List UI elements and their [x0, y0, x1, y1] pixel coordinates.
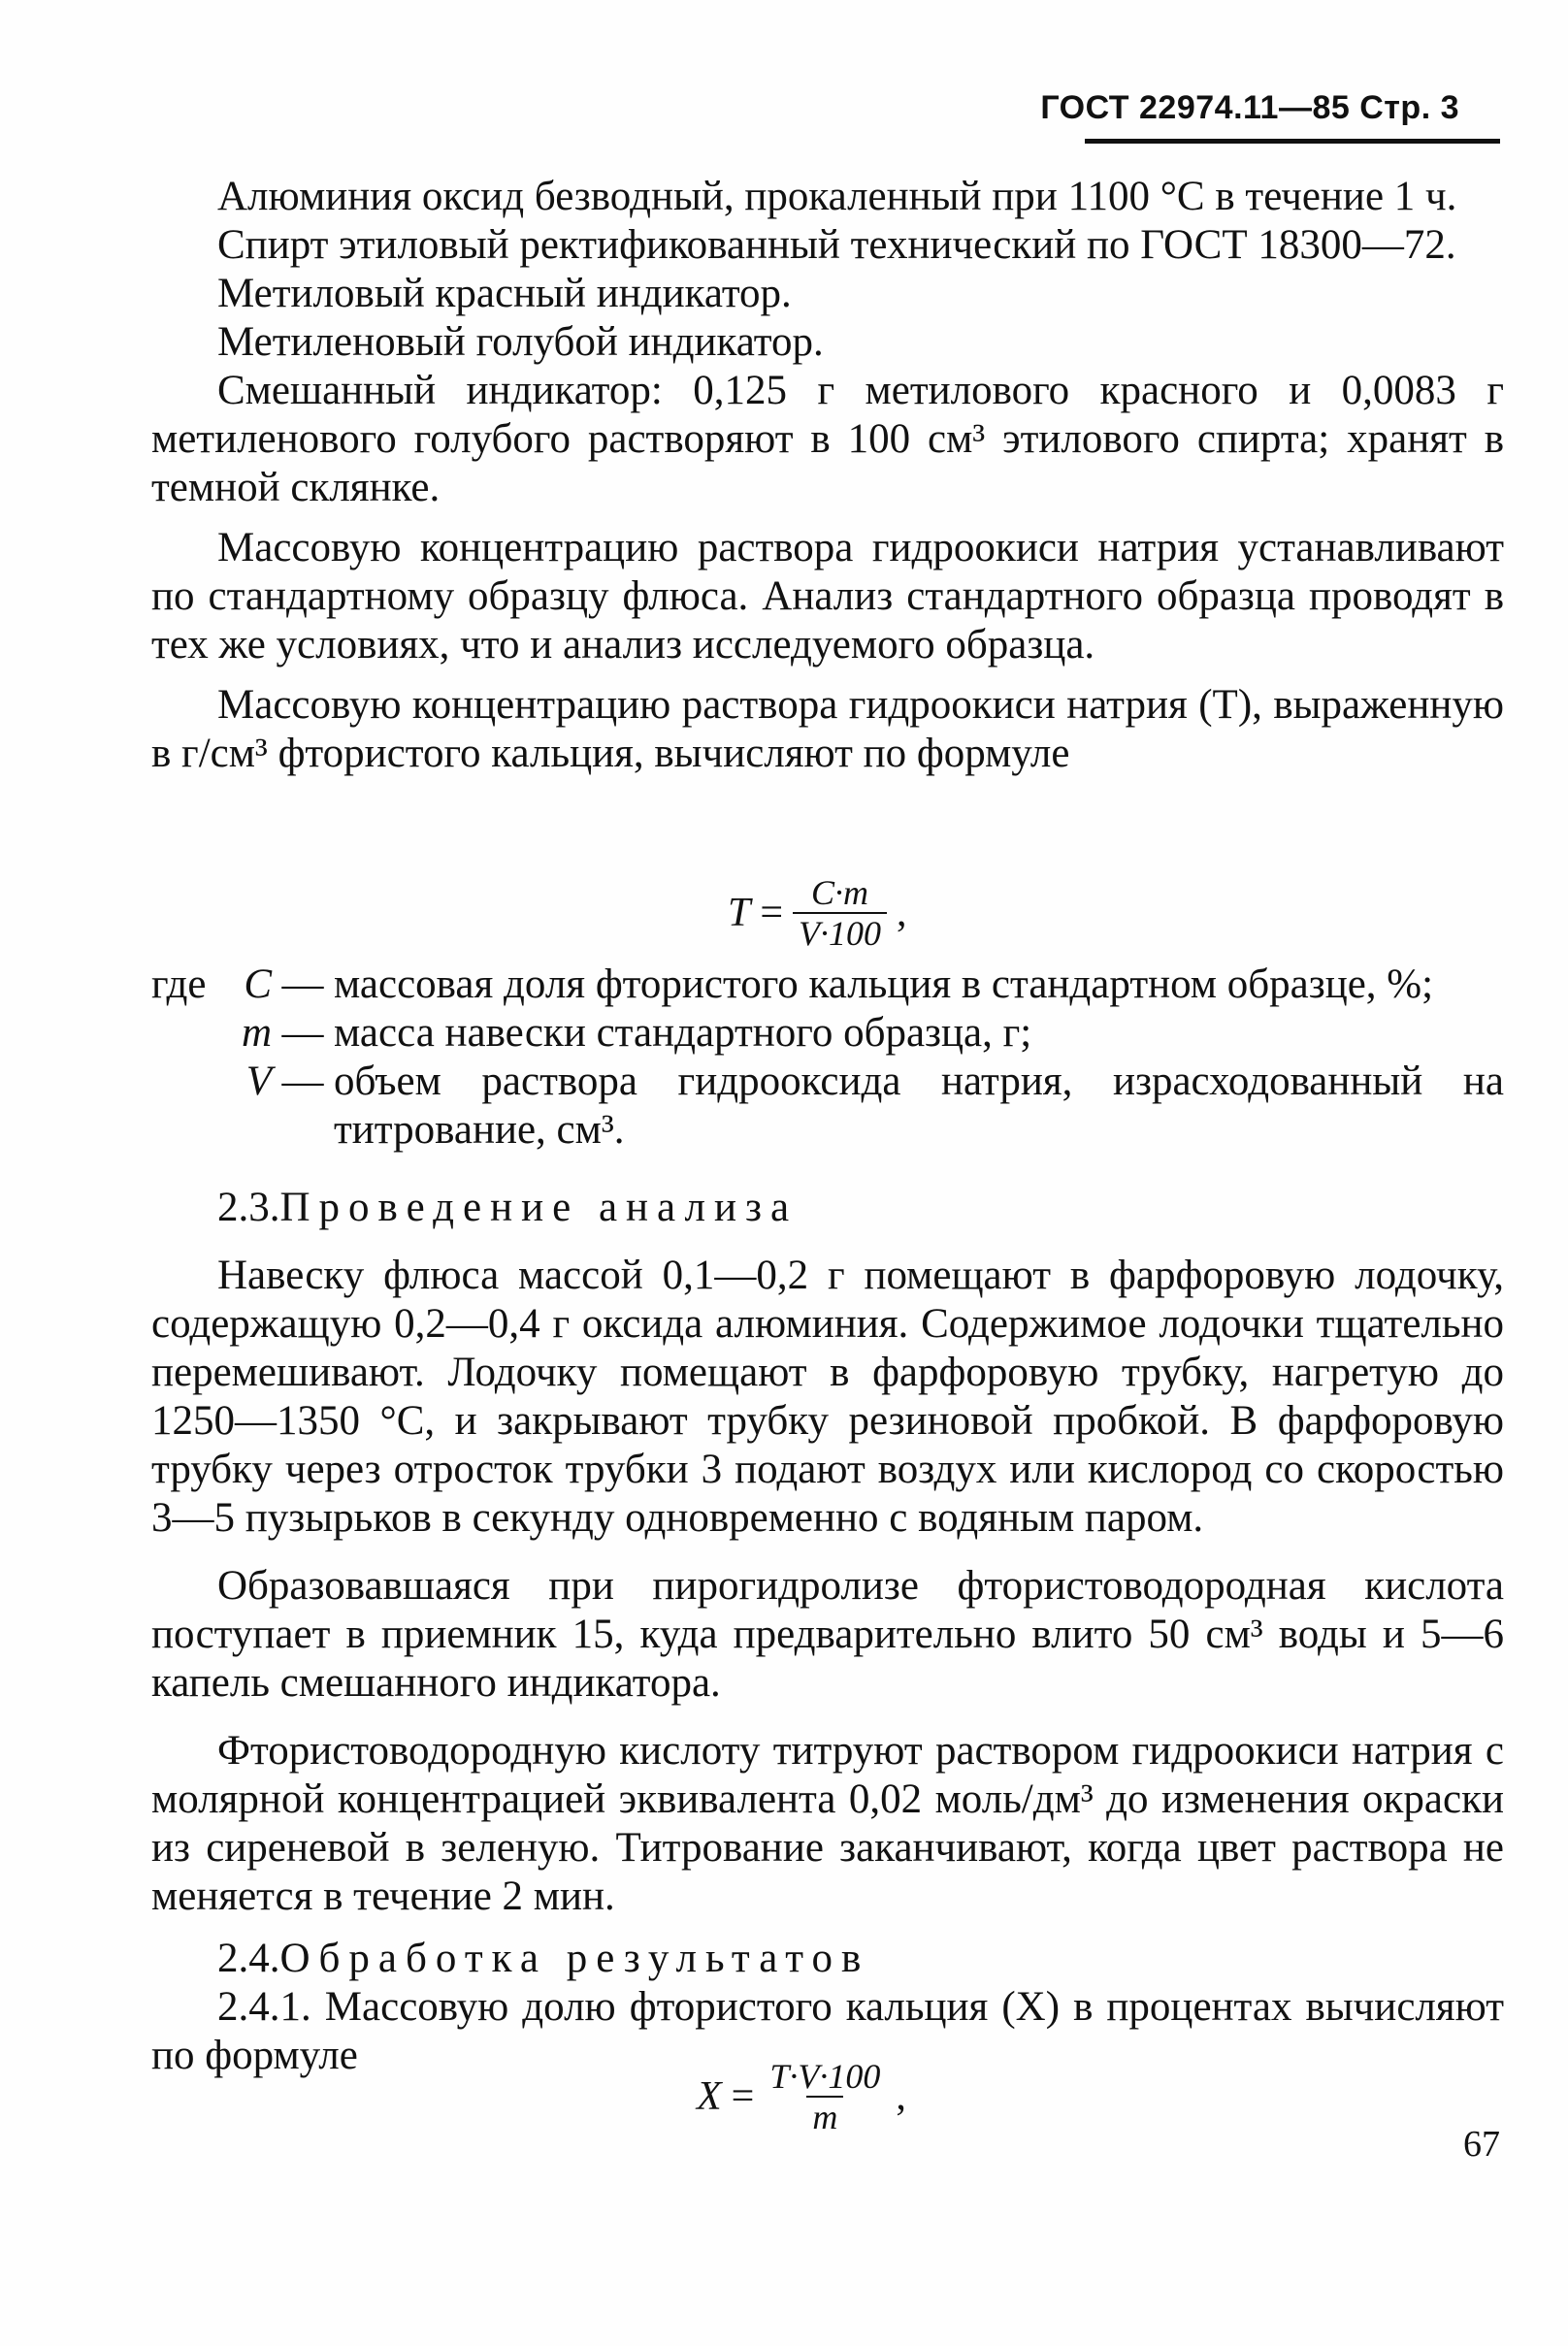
numerator: C·m: [811, 873, 869, 912]
formula-equals: =: [760, 891, 784, 935]
paragraph: Массовую концентрацию раствора гидроокиси натрия устанавливают по стандартному образцу флюса. Анализ стандартного образца проводят в тех же условиях, что и анализ исследуемого образца.: [151, 525, 1504, 668]
legend-symbol: C: [244, 961, 272, 1007]
section-title: Проведение анализа: [279, 1185, 799, 1230]
section-number: 2.3.: [217, 1185, 280, 1230]
legend-text: массовая доля фтористого кальция в стандартном образце, %;: [334, 961, 1434, 1007]
formula-lhs: X: [697, 2074, 722, 2119]
paragraph: Навеску флюса массой 0,1—0,2 г помещают в фарфоровую лодочку, содержащую 0,2—0,4 г оксида алюминия. Содержимое лодочки тщательно перемешивают. Лодочку помещают в фарфоровую трубку, нагретую до 1250—1350 °С, и закрывают трубку резиновой пробкой. В фарфоровую трубку через отросток трубки 3 подают воздух или кислород со скоростью 3—5 пузырьков в секунду одновременно с водяным паром.: [151, 1253, 1504, 1541]
header-rule: [1085, 139, 1500, 144]
paragraph: Массовую концентрацию раствора гидроокиси натрия (T), выраженную в г/см³ фтористого кальция, вычисляют по формуле: [151, 682, 1504, 776]
page-number: 67: [1463, 2124, 1500, 2165]
paragraph: Метиловый красный индикатор.: [217, 271, 792, 316]
paragraph: Образовавшаяся при пирогидролизе фтористоводородная кислота поступает в приемник 15, куда предварительно влито 50 см³ воды и 5—6 капель смешанного индикатора.: [151, 1563, 1504, 1706]
legend-symbol: m: [241, 1010, 272, 1056]
formula-T: [728, 873, 907, 953]
formula-legend: [151, 961, 1504, 1155]
section-2-3: [151, 1184, 1504, 2080]
formula-equals: =: [731, 2074, 755, 2119]
paragraph: Спирт этиловый ректификованный технический по ГОСТ 18300—72.: [217, 222, 1456, 268]
legend-dash: —: [281, 1010, 324, 1056]
formula-X: [697, 2057, 906, 2136]
fraction: [793, 873, 887, 953]
legend-symbol: V: [245, 1059, 272, 1104]
legend-dash: —: [281, 961, 324, 1007]
document-header: ГОСТ 22974.11—85 Стр. 3: [1040, 89, 1459, 126]
paragraph: Смешанный индикатор: 0,125 г метилового красного и 0,0083 г метиленового голубого растворяют в 100 см³ этилового спирта; хранят в темной склянке.: [151, 368, 1504, 510]
numerator: T·V·100: [769, 2057, 881, 2096]
paragraph: Метиленовый голубой индикатор.: [217, 319, 824, 365]
legend-lead: где: [151, 961, 207, 1007]
fraction: [764, 2057, 886, 2136]
section-title: Обработка результатов: [279, 1936, 870, 1981]
denominator: V·100: [793, 912, 887, 953]
legend-dash: —: [281, 1059, 324, 1104]
legend-item: [151, 961, 1504, 1009]
paragraph: 2.4.1. Массовую долю фтористого кальция (X) в процентах вычисляют по формуле: [151, 1984, 1504, 2078]
denominator: m: [806, 2096, 843, 2136]
legend-item: [151, 1009, 1504, 1058]
section-number: 2.4.: [217, 1936, 280, 1981]
reagents-block: [151, 173, 1504, 778]
paragraph: Фтористоводородную кислоту титруют раствором гидроокиси натрия с молярной концентрацией эквивалента 0,02 моль/дм³ до изменения окраски из сиреневой в зеленую. Титрование заканчивают, когда цвет раствора не меняется в течение 2 мин.: [151, 1728, 1504, 1919]
paragraph: Алюминия оксид безводный, прокаленный при 1100 °С в течение 1 ч.: [217, 174, 1457, 219]
formula-lhs: T: [728, 891, 751, 935]
section-heading: [151, 1184, 1504, 1232]
legend-text: масса навески стандартного образца, г;: [334, 1010, 1032, 1056]
legend-item: [151, 1058, 1504, 1155]
legend-text: объем раствора гидрооксида натрия, израсходованный на титрование, см³.: [334, 1059, 1504, 1153]
formula-tail: ,: [897, 891, 907, 935]
section-heading: [151, 1935, 1504, 1983]
formula-tail: ,: [896, 2074, 906, 2119]
